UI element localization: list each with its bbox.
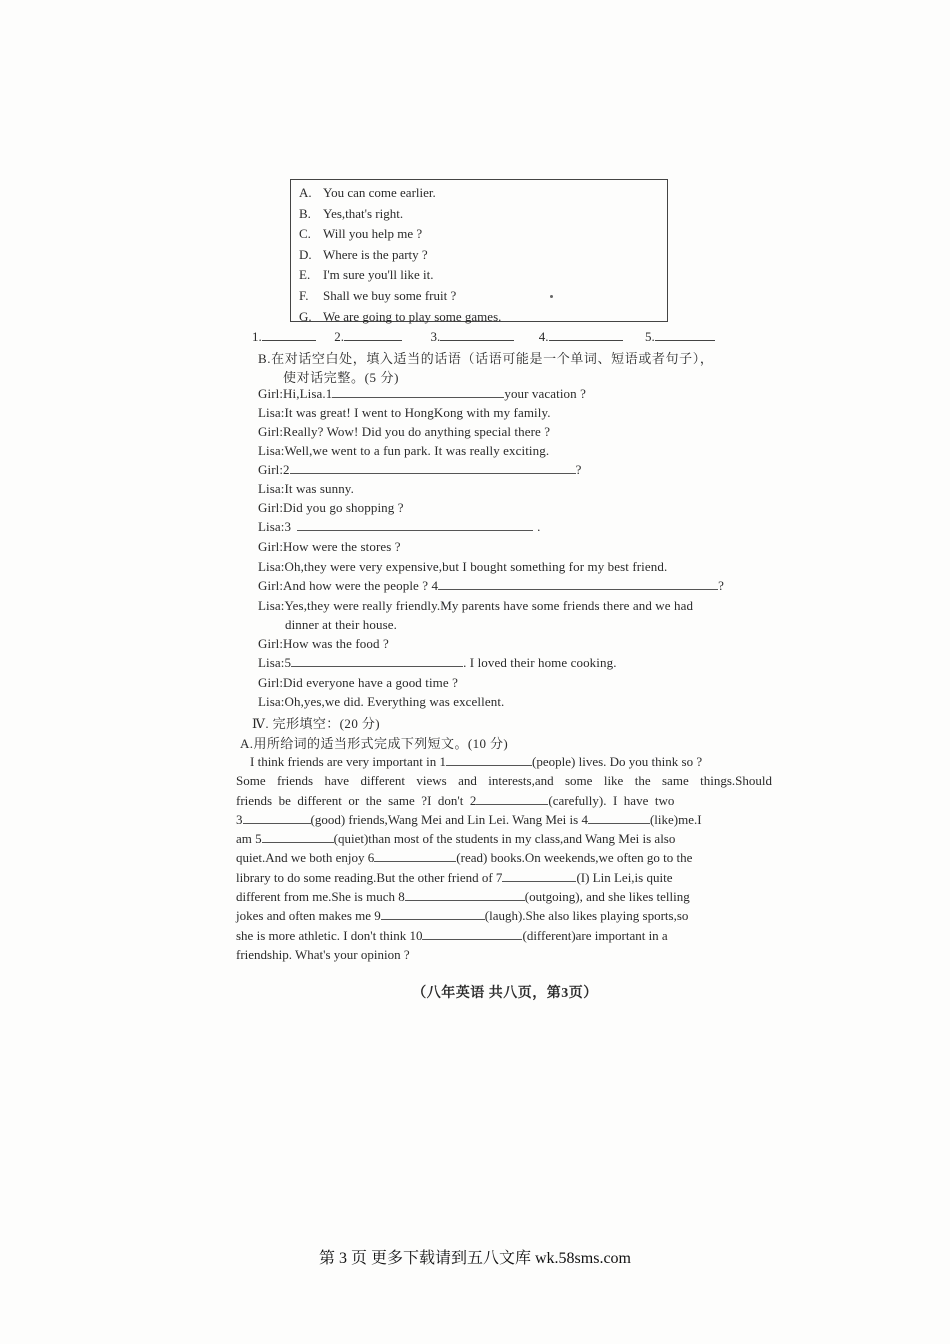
dialogue-line-12: Lisa:Yes,they were really friendly.My parents have some friends there and we had (258, 598, 694, 613)
passage-line-4 (236, 810, 772, 829)
passage-blank-4[interactable] (588, 812, 650, 824)
dialogue-text: . (537, 519, 541, 534)
answer-blank-2[interactable] (344, 328, 402, 341)
cloze-passage (236, 752, 772, 964)
passage-text: different from me.She is much 8 (236, 889, 405, 905)
option-letter: B. (299, 205, 311, 221)
dialogue-blank-3[interactable] (297, 519, 533, 531)
answer-line (252, 328, 715, 345)
section-iv-sub-a: A.用所给词的适当形式完成下列短文。(10 分) (240, 736, 509, 751)
passage-line-5 (236, 829, 772, 848)
option-letter: C. (299, 226, 311, 242)
dialogue-line-8 (258, 519, 540, 535)
passage-line-9 (236, 906, 772, 925)
passage-text: (I) Lin Lei,is quite (576, 869, 673, 885)
passage-line-2: Some friends have different views and interests,and some like the same things.Should (236, 773, 772, 789)
scan-speck (550, 295, 553, 298)
site-footer[interactable]: 第 3 页 更多下载请到五八文库 wk.58sms.com (318, 1250, 631, 1267)
dialogue-blank-5[interactable] (291, 655, 463, 667)
passage-text: she is more athletic. I don't think 10 (236, 927, 423, 943)
passage-blank-5[interactable] (262, 831, 334, 843)
dialogue-line-7: Girl:Did you go shopping ? (258, 500, 404, 515)
option-item (299, 307, 667, 328)
passage-text: (outgoing), and she likes telling (524, 889, 690, 905)
option-letter: D. (299, 246, 312, 262)
dialogue-blank-4[interactable] (438, 578, 718, 590)
option-text: Shall we buy some fruit ? (323, 287, 457, 303)
option-item (299, 286, 667, 307)
passage-line-10 (236, 926, 772, 945)
passage-line-11: friendship. What's your opinion ? (236, 946, 410, 962)
passage-text: library to do some reading.But the other friend of 7 (236, 869, 503, 885)
option-text: Where is the party ? (323, 246, 428, 262)
page-footer: （八年英语 共八页，第3页） (412, 986, 598, 1001)
answer-number-5: 5. (645, 329, 655, 344)
dialogue-text: Lisa:3 (258, 519, 292, 534)
passage-line-1 (236, 752, 772, 771)
dialogue-line-10: Lisa:Oh,they were very expensive,but I bought something for my best friend. (258, 559, 668, 574)
passage-blank-8[interactable] (405, 889, 525, 901)
passage-line-3 (236, 791, 772, 810)
option-letter: E. (299, 267, 311, 283)
passage-text: 3 (236, 811, 243, 827)
passage-text: (good) friends,Wang Mei and Lin Lei. Wang Mei is 4 (310, 811, 588, 827)
dialogue-line-4: Lisa:Well,we went to a fun park. It was really exciting. (258, 443, 550, 458)
dialogue-text: Lisa:5 (258, 655, 292, 670)
passage-blank-3[interactable] (243, 812, 311, 824)
passage-text: (laugh).She also likes playing sports,so (484, 908, 689, 924)
option-letter: G. (299, 308, 312, 324)
answer-blank-3[interactable] (440, 328, 514, 341)
answer-number-1: 1. (252, 329, 262, 344)
option-item (299, 245, 667, 266)
passage-text: am 5 (236, 831, 262, 847)
dialogue-text: Girl:Hi,Lisa.1 (258, 386, 333, 401)
passage-blank-2[interactable] (476, 793, 548, 805)
answer-blank-1[interactable] (262, 328, 316, 341)
dialogue-line-15 (258, 655, 617, 671)
passage-blank-9[interactable] (381, 908, 485, 920)
dialogue-line-6: Lisa:It was sunny. (258, 481, 354, 496)
option-text: We are going to play some games. (323, 308, 502, 324)
section-iv-heading: Ⅳ. 完形填空：(20 分) (252, 716, 380, 731)
dialogue-line-5 (258, 462, 582, 478)
passage-text: I think friends are very important in 1 (250, 754, 447, 769)
option-text: You can come earlier. (323, 185, 436, 200)
answer-blank-4[interactable] (549, 328, 623, 341)
passage-text: (different)are important in a (522, 927, 668, 943)
option-item (299, 183, 667, 204)
dialogue-line-1 (258, 386, 586, 402)
passage-blank-10[interactable] (422, 928, 522, 940)
dialogue-line-11 (258, 578, 724, 594)
dialogue-line-3: Girl:Really? Wow! Did you do anything special there ? (258, 424, 551, 439)
dialogue-blank-2[interactable] (290, 462, 576, 474)
option-text: Will you help me ? (323, 226, 423, 242)
option-letter: A. (299, 185, 312, 200)
option-text: Yes,that's right. (323, 205, 404, 221)
options-box (290, 179, 668, 322)
answer-blank-5[interactable] (655, 328, 715, 341)
option-item (299, 204, 667, 225)
option-item (299, 265, 667, 286)
passage-text: friends be different or the same ?I don't 2 (236, 792, 477, 808)
passage-text: (read) books.On weekends,we often go to the (456, 850, 693, 866)
passage-text: jokes and often makes me 9 (236, 908, 381, 924)
option-letter: F. (299, 287, 309, 303)
answer-number-2: 2. (334, 329, 344, 344)
dialogue-line-16: Girl:Did everyone have a good time ? (258, 675, 458, 690)
passage-text: (quiet)than most of the students in my class,and Wang Mei is also (333, 831, 676, 847)
dialogue-text: Girl:And how were the people ? 4 (258, 578, 439, 593)
passage-line-8 (236, 887, 772, 906)
passage-text: (people) lives. Do you think so ? (532, 754, 703, 769)
dialogue-text: ? (575, 462, 582, 477)
passage-blank-6[interactable] (374, 850, 456, 862)
passage-text: quiet.And we both enjoy 6 (236, 850, 375, 866)
dialogue-line-13: dinner at their house. (285, 617, 397, 632)
dialogue-line-2: Lisa:It was great! I went to HongKong with my family. (258, 405, 551, 420)
answer-number-4: 4. (538, 329, 549, 344)
dialogue-line-14: Girl:How was the food ? (258, 636, 389, 651)
passage-line-7 (236, 868, 772, 887)
passage-blank-1[interactable] (446, 754, 532, 766)
passage-blank-7[interactable] (502, 870, 576, 882)
option-text: I'm sure you'll like it. (323, 267, 434, 283)
dialogue-text: your vacation ? (504, 386, 586, 401)
passage-text: (like)me.I (649, 811, 702, 827)
option-item (299, 224, 667, 245)
dialogue-text: Girl:2 (258, 462, 290, 477)
dialogue-text: . I loved their home cooking. (463, 655, 617, 670)
dialogue-line-9: Girl:How were the stores ? (258, 539, 401, 554)
section-b-instruction: B.在对话空白处，填入适当的话语（话语可能是一个单词、短语或者句子）， (258, 351, 714, 366)
answer-number-3: 3. (430, 329, 441, 344)
passage-line-6 (236, 848, 772, 867)
dialogue-line-17: Lisa:Oh,yes,we did. Everything was excellent. (258, 694, 505, 709)
dialogue-blank-1[interactable] (332, 386, 504, 398)
section-b-instruction-cont: 使对话完整。(5 分) (283, 370, 400, 385)
passage-text: (carefully). I have two (548, 792, 675, 808)
dialogue-text: ? (718, 578, 724, 593)
